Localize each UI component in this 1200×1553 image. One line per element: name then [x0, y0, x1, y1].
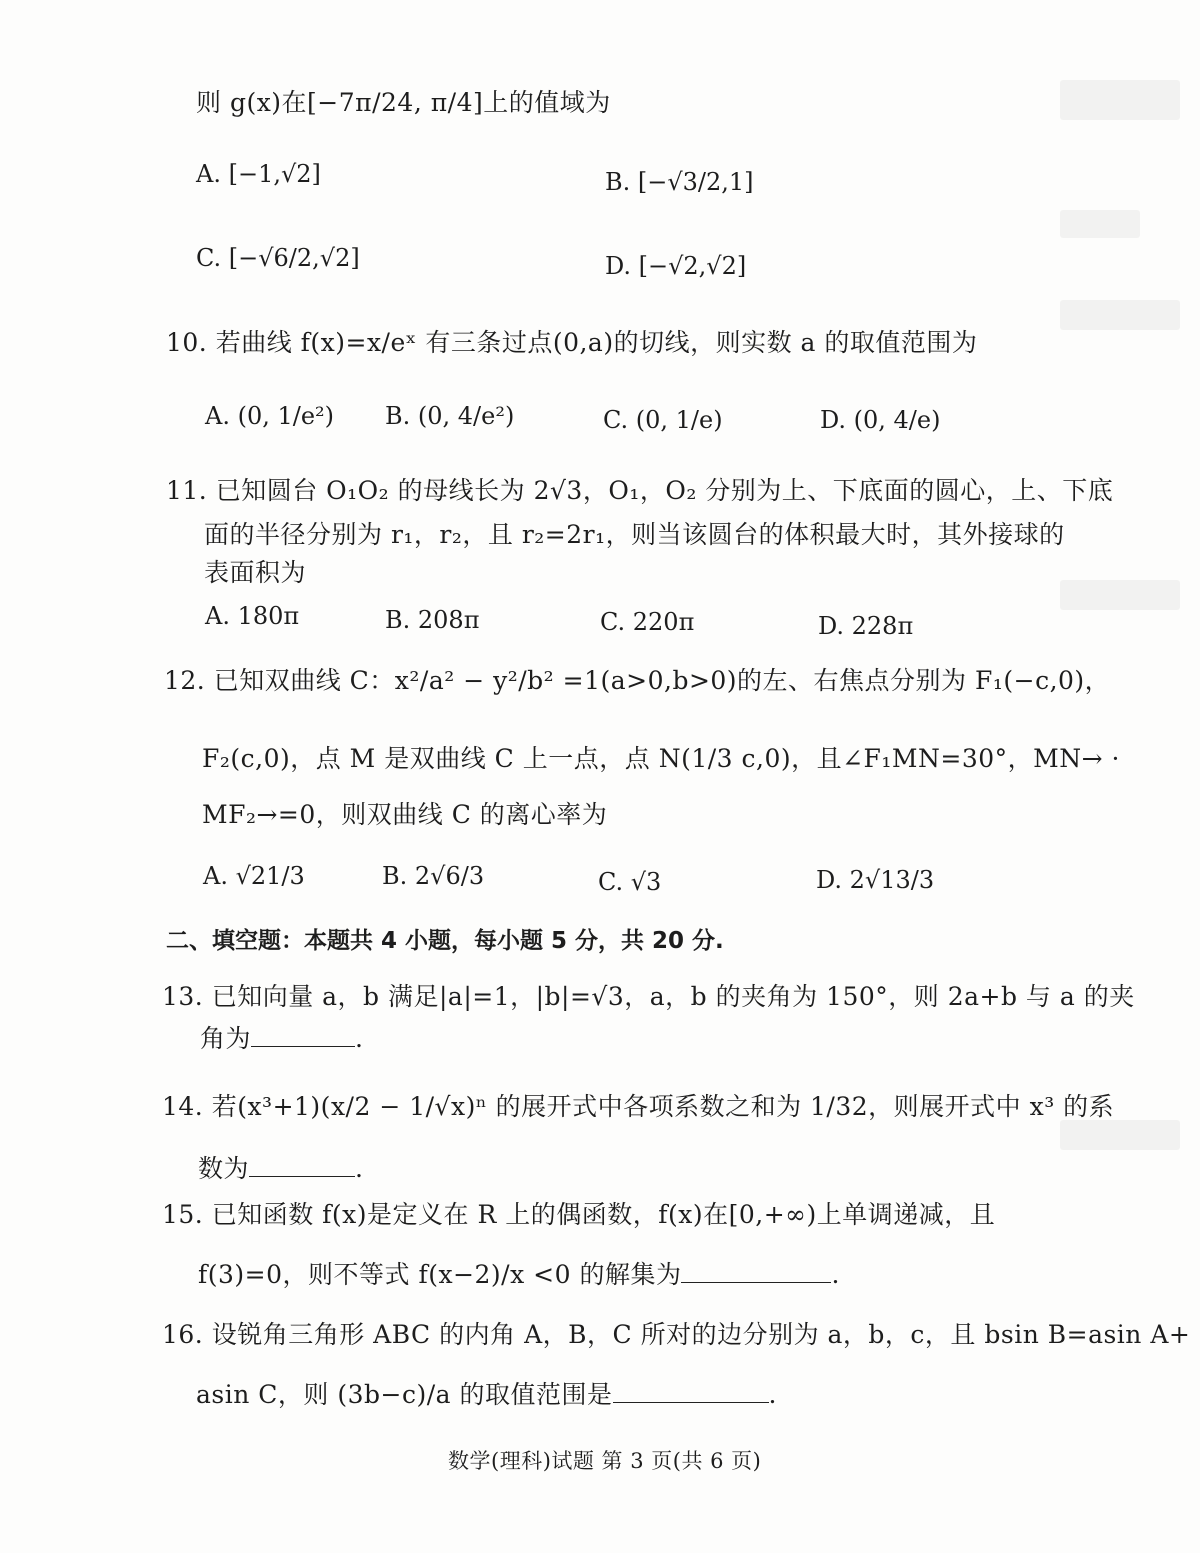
q9-stem: 则 g(x)在[−7π/24, π/4]上的值域为: [196, 88, 611, 117]
q14-answer-blank[interactable]: [249, 1150, 355, 1177]
bleed-through-mark: [1060, 80, 1180, 120]
q15-answer-blank[interactable]: [681, 1256, 831, 1283]
q9-option-d: D. [−√2,√2]: [605, 252, 747, 280]
q12-option-a: A. √21/3: [203, 862, 305, 890]
q16-end-mark: .: [768, 1380, 777, 1409]
bleed-through-mark: [1060, 1120, 1180, 1150]
q10-option-b: B. (0, 4/e²): [385, 402, 515, 430]
q11-option-d: D. 228π: [818, 612, 914, 640]
q14-line-1: 14. 若(x³+1)(x/2 − 1/√x)ⁿ 的展开式中各项系数之和为 1/32，则展开式中 x³ 的系: [162, 1092, 1115, 1121]
q13-end-mark: .: [355, 1024, 364, 1053]
page-footer: 数学(理科)试题 第 3 页(共 6 页): [448, 1449, 762, 1473]
q13-line-1: 13. 已知向量 a，b 满足|a|=1，|b|=√3，a，b 的夹角为 150°，则 2a+b 与 a 的夹: [162, 982, 1135, 1011]
q11-line-1: 11. 已知圆台 O₁O₂ 的母线长为 2√3，O₁，O₂ 分别为上、下底面的圆心，上、下底: [166, 476, 1114, 505]
q10-option-d: D. (0, 4/e): [820, 406, 941, 434]
q14-line-2-row: [198, 1150, 363, 1186]
q12-line-3: MF₂→=0，则双曲线 C 的离心率为: [202, 800, 608, 829]
bleed-through-mark: [1060, 580, 1180, 610]
q9-option-b: B. [−√3/2,1]: [605, 168, 754, 196]
q10-option-c: C. (0, 1/e): [603, 406, 723, 434]
section-heading-fill-in: 二、填空题：本题共 4 小题，每小题 5 分，共 20 分.: [166, 928, 724, 954]
q16-line-1: 16. 设锐角三角形 ABC 的内角 A，B，C 所对的边分别为 a，b，c，且 bsin B=asin A+: [162, 1320, 1191, 1349]
q16-answer-blank[interactable]: [613, 1376, 769, 1403]
q12-line-2: F₂(c,0)，点 M 是双曲线 C 上一点，点 N(1/3 c,0)，且∠F₁MN=30°，MN→ ·: [202, 744, 1120, 773]
q11-option-c: C. 220π: [600, 608, 695, 636]
q12-option-d: D. 2√13/3: [816, 866, 935, 894]
q12-option-b: B. 2√6/3: [382, 862, 485, 890]
q11-line-2: 面的半径分别为 r₁，r₂，且 r₂=2r₁，则当该圆台的体积最大时，其外接球的: [204, 520, 1065, 549]
q15-line-1: 15. 已知函数 f(x)是定义在 R 上的偶函数，f(x)在[0,+∞)上单调递减，且: [162, 1200, 996, 1229]
bleed-through-mark: [1060, 300, 1180, 330]
q13-line-2-row: [200, 1020, 363, 1056]
q13-line-2: 角为: [200, 1024, 252, 1053]
bleed-through-mark: [1060, 210, 1140, 238]
q12-line-1: 12. 已知双曲线 C：x²/a² − y²/b² =1(a>0,b>0)的左、右焦点分别为 F₁(−c,0)，: [164, 666, 1111, 695]
q10-option-a: A. (0, 1/e²): [205, 402, 335, 430]
q10-stem: 10. 若曲线 f(x)=x/eˣ 有三条过点(0,a)的切线，则实数 a 的取值范围为: [166, 328, 978, 357]
q11-option-a: A. 180π: [205, 602, 300, 630]
q12-option-c: C. √3: [598, 868, 662, 896]
q9-option-c: C. [−√6/2,√2]: [196, 244, 360, 272]
q16-line-2-row: [196, 1376, 777, 1412]
q11-line-3: 表面积为: [204, 558, 307, 587]
q9-option-a: A. [−1,√2]: [196, 160, 321, 188]
q15-end-mark: .: [831, 1260, 840, 1289]
q15-line-2: f(3)=0，则不等式 f(x−2)/x <0 的解集为: [198, 1260, 682, 1289]
q15-line-2-row: [198, 1256, 840, 1292]
q14-end-mark: .: [355, 1154, 364, 1183]
q14-line-2: 数为: [198, 1154, 250, 1183]
q16-line-2: asin C，则 (3b−c)/a 的取值范围是: [196, 1380, 613, 1409]
q13-answer-blank[interactable]: [251, 1020, 355, 1047]
q11-option-b: B. 208π: [385, 606, 480, 634]
